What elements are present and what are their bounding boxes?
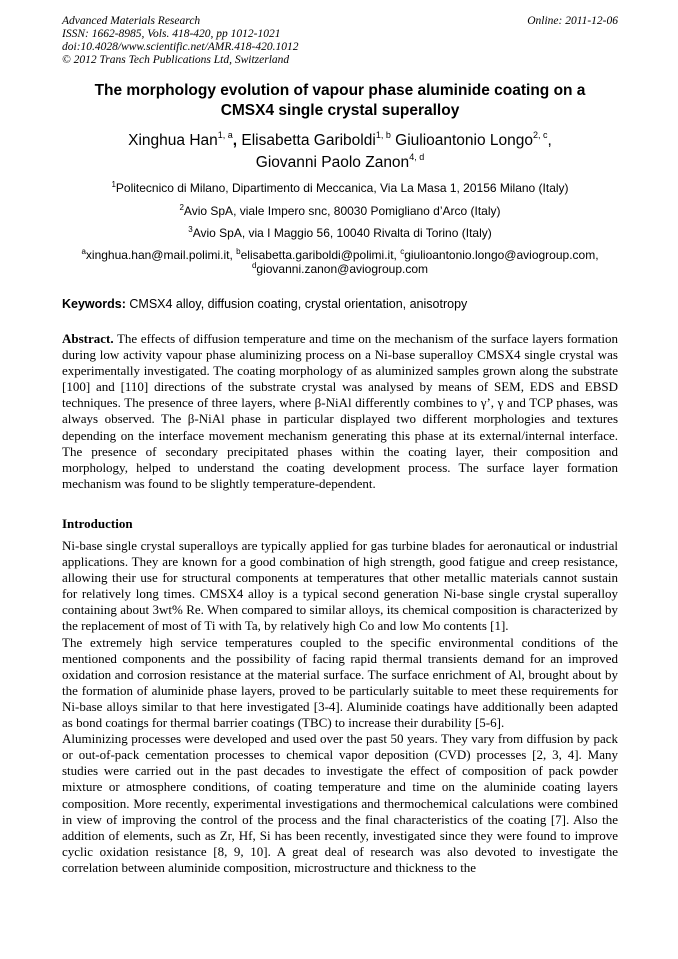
title-line-2: CMSX4 single crystal superalloy bbox=[220, 102, 460, 119]
author-separator: , bbox=[547, 132, 552, 149]
journal-header bbox=[62, 15, 618, 67]
author-name: Giulioantonio Longo bbox=[390, 132, 534, 149]
abstract-text: The effects of diffusion temperature and time on the mechanism of the surface layers formation during low activity vapour phase aluminizing process on a Ni-base superalloy CMSX4 single crystal was experimentally investigated. The coating morphology of as aluminized samples grown along the substrate [100] and [110] directions of the substrate crystal was analysed by means of SEM, EDS and EBSD techniques. The presence of three layers, where β-NiAl differently combines to γ’, γ and TCP phases, was always observed. The β-NiAl phase in particular displayed two different morphologies and textures depending on the interface movement mechanism generating this phase at its external/internal interface. The presence of secondary precipitated phases within the coating layer, their composition and morphology, helped to understand the coating development process. The surface layer formation mechanism was found to be slightly temperature-dependent. bbox=[62, 331, 618, 491]
body-paragraph: Aluminizing processes were developed and used over the past 50 years. They vary from diffusion by pack or out-of-pack cementation processes to chemical vapor deposition (CVD) processes [2, 3, 4]. Many studies were carried out in the past decades to investigate the effect of composition of pack powder mixture or atmosphere conditions, of coating temperature and time on the aluminide coating layers composition. More recently, experimental investigations and thermochemical calculations were combined in view of improving the control of the process and the final characteristics of the coating [7]. Also the addition of elements, such as Zr, Hf, Si has been recently, investigated since they were found to improve cyclic oxidation resistance [8, 9, 10]. A great deal of research was also devoted to investigate the correlation between aluminide composition, microstructure and thickness to the bbox=[62, 731, 618, 875]
author-affil-sup: 1, b bbox=[375, 130, 391, 140]
email-sup: b bbox=[236, 247, 241, 256]
author-affil-sup: 2, c bbox=[533, 130, 548, 140]
author-separator: , bbox=[232, 132, 242, 149]
keywords-label: Keywords: bbox=[62, 297, 126, 311]
online-date: Online: 2011-12-06 bbox=[527, 15, 618, 27]
author-affil-sup: 4, d bbox=[409, 152, 425, 162]
email-link[interactable]: elisabetta.gariboldi@polimi.it, bbox=[240, 248, 401, 262]
email-list bbox=[62, 248, 618, 276]
section-heading-introduction: Introduction bbox=[62, 516, 133, 531]
author-affil-sup: 1, a bbox=[217, 130, 233, 140]
issn-line: ISSN: 1662-8985, Vols. 418-420, pp 1012-1021 bbox=[62, 28, 281, 40]
affiliation-sup: 2 bbox=[179, 203, 184, 212]
introduction-body bbox=[62, 538, 618, 876]
abstract-label: Abstract. bbox=[62, 331, 114, 346]
journal-name: Advanced Materials Research bbox=[62, 15, 201, 27]
copyright-line: © 2012 Trans Tech Publications Ltd, Switzerland bbox=[62, 54, 290, 66]
affiliation-3 bbox=[62, 226, 618, 240]
affiliation-sup: 3 bbox=[188, 225, 193, 234]
email-link[interactable]: giovanni.zanon@aviogroup.com bbox=[256, 262, 429, 276]
email-sup: a bbox=[81, 247, 86, 256]
affiliation-text: Avio SpA, viale Impero snc, 80030 Pomigliano d’Arco (Italy) bbox=[183, 204, 501, 218]
title-line-1: The morphology evolution of vapour phase aluminide coating on a bbox=[94, 82, 586, 99]
author-name: Elisabetta Gariboldi bbox=[241, 132, 376, 149]
affiliation-text: Politecnico di Milano, Dipartimento di Meccanica, Via La Masa 1, 20156 Milano (Italy) bbox=[115, 181, 569, 195]
author-list bbox=[62, 130, 618, 174]
email-link[interactable]: xinghua.han@mail.polimi.it, bbox=[85, 248, 237, 262]
body-paragraph: The extremely high service temperatures coupled to the specific environmental conditions of the mentioned components and the possibility of facing rapid thermal transients demand for an improved oxidation and corrosion resistance at the material surface. The surface enrichment of Al, brought about by the formation of aluminide phase layers, proved to be particularly suitable to meet these requirements for Ni-base alloys similar to that here investigated [3-4]. Aluminide coatings have additionally been adapted as bond coatings for thermal barrier coatings (TBC) to increase their durability [5-6]. bbox=[62, 634, 618, 731]
abstract bbox=[62, 331, 618, 492]
keywords bbox=[62, 297, 618, 312]
author-name: Giovanni Paolo Zanon bbox=[255, 154, 410, 171]
affiliation-text: Avio SpA, via I Maggio 56, 10040 Rivalta di Torino (Italy) bbox=[192, 226, 492, 240]
doi-line: doi:10.4028/www.scientific.net/AMR.418-420.1012 bbox=[62, 41, 299, 53]
affiliation-1 bbox=[62, 181, 618, 195]
body-paragraph: Ni-base single crystal superalloys are typically applied for gas turbine blades for aeronautical or industrial applications. They are known for a good combination of high strength, good fatigue and creep resistance, allowing their use for structural components at temperatures that other metallic materials cannot sustain for relatively long times. CMSX4 alloy is a typical second generation Ni-base single crystal superalloy containing about 3wt% Re. When compared to similar alloys, its chemical composition is characterized by the replacement of most of Ti with Ta, by relatively high Co and low Mo contents [1]. bbox=[62, 538, 618, 634]
affiliation-2 bbox=[62, 204, 618, 218]
email-sup: c bbox=[400, 247, 405, 256]
keywords-text: CMSX4 alloy, diffusion coating, crystal orientation, anisotropy bbox=[125, 297, 468, 311]
email-link[interactable]: giulioantonio.longo@aviogroup.com, bbox=[404, 248, 599, 262]
email-sup: d bbox=[251, 261, 257, 270]
author-name: Xinghua Han bbox=[128, 132, 218, 149]
paper-title bbox=[62, 81, 618, 121]
affiliation-sup: 1 bbox=[111, 180, 116, 189]
